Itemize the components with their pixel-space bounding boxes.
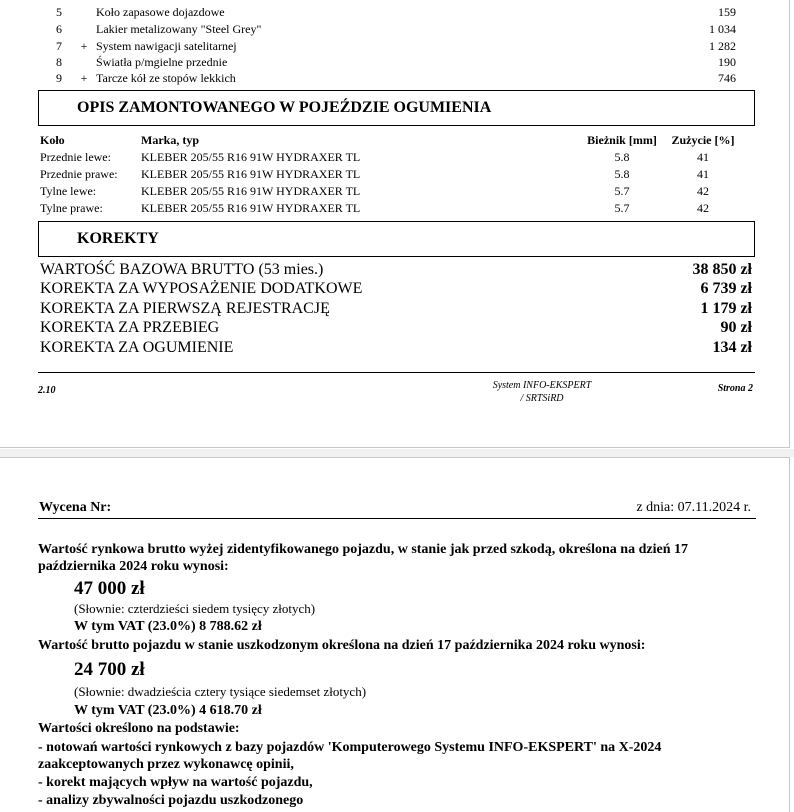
tire-wear: 42 — [697, 201, 709, 215]
tire-make: KLEBER 205/55 R16 91W HYDRAXER TL — [141, 167, 361, 181]
tire-wheel: Przednie lewe: — [40, 150, 111, 164]
correction-value: 38 850 zł — [692, 261, 752, 278]
page-separator — [0, 449, 794, 457]
correction-label: KOREKTA ZA PRZEBIEG — [40, 319, 220, 336]
market-value-text: Wartość rynkowa brutto wyżej zidentyfikowanego pojazdu, w stanie jak przed szkodą, określona na dzień 17 — [38, 542, 688, 557]
correction-value: 6 739 zł — [700, 280, 752, 297]
equipment-value: 190 — [718, 55, 736, 69]
equipment-row — [0, 55, 790, 72]
equipment-row — [0, 5, 790, 22]
equipment-number: 7 — [56, 39, 62, 53]
tire-make: KLEBER 205/55 R16 91W HYDRAXER TL — [141, 150, 361, 164]
equipment-number: 6 — [56, 22, 62, 36]
market-value-text-cont: października 2024 roku wynosi: — [38, 559, 229, 574]
equipment-row — [0, 71, 790, 88]
equipment-plus: + — [80, 39, 88, 53]
header-wear: Zużycie [%] — [671, 133, 735, 147]
valuation-date-label: z dnia: — [636, 500, 675, 515]
tires-table-header — [0, 133, 790, 150]
tire-make: KLEBER 205/55 R16 91W HYDRAXER TL — [141, 201, 361, 215]
footer-page-number: Strona 2 — [717, 383, 753, 394]
corrections-section-title: KOREKTY — [77, 230, 159, 247]
valuation-number-label: Wycena Nr: — [39, 500, 112, 515]
equipment-value: 159 — [718, 5, 736, 19]
table-row — [0, 150, 790, 167]
correction-row — [0, 339, 790, 359]
damaged-value-vat: W tym VAT (23.0%) 4 618.70 zł — [74, 703, 262, 718]
footer-system — [452, 379, 632, 405]
equipment-value: 1 034 — [709, 22, 736, 36]
equipment-number: 9 — [56, 71, 62, 85]
equipment-name: System nawigacji satelitarnej — [96, 39, 237, 53]
document-page-2 — [0, 457, 790, 812]
correction-label: KOREKTA ZA PIERWSZĄ REJESTRACJĘ — [40, 300, 330, 317]
correction-row — [0, 319, 790, 339]
footer-system-line1: System INFO-EKSPERT — [492, 380, 592, 391]
tire-tread: 5.8 — [614, 167, 630, 181]
tire-wheel: Przednie prawe: — [40, 167, 118, 181]
basis-title: Wartości określono na podstawie: — [38, 721, 240, 736]
header-wheel: Koło — [40, 133, 65, 147]
correction-row — [0, 280, 790, 300]
table-row — [0, 184, 790, 201]
correction-label: KOREKTA ZA WYPOSAŻENIE DODATKOWE — [40, 280, 363, 297]
valuation-date — [636, 500, 751, 516]
damaged-value-text: Wartość brutto pojazdu w stanie uszkodzonym określona na dzień 17 października 2024 roku wynosi: — [38, 638, 646, 653]
footer-system-line2: / SRTSiRD — [520, 393, 564, 404]
basis-item-1-cont: zaakceptowanych przez wykonawcę opinii, — [38, 757, 294, 772]
header-make: Marka, typ — [141, 133, 199, 147]
tire-wear: 41 — [697, 167, 709, 181]
header-tread: Bieżnik [mm] — [587, 133, 657, 147]
market-value-words: (Słownie: czterdzieści siedem tysięcy złotych) — [74, 601, 316, 616]
correction-value: 1 179 zł — [700, 300, 752, 317]
tire-tread: 5.7 — [614, 201, 630, 215]
tire-tread: 5.8 — [614, 150, 630, 164]
correction-label: WARTOŚĆ BAZOWA BRUTTO (53 mies.) — [40, 261, 324, 278]
basis-item-3: - analizy zbywalności pojazdu uszkodzonego — [38, 793, 304, 808]
tire-wheel: Tylne prawe: — [40, 201, 103, 215]
valuation-divider — [38, 518, 756, 519]
correction-row — [0, 261, 790, 281]
basis-item-1: - notowań wartości rynkowych z bazy pojazdów 'Komputerowego Systemu INFO-EKSPERT' na X-2024 — [38, 740, 662, 755]
equipment-value: 1 282 — [709, 39, 736, 53]
valuation-date-value: 07.11.2024 r. — [677, 500, 751, 515]
equipment-plus: + — [80, 71, 88, 85]
tires-section-title: OPIS ZAMONTOWANEGO W POJEŹDZIE OGUMIENIA — [77, 99, 492, 116]
correction-value: 134 zł — [712, 339, 752, 356]
equipment-name: Tarcze kół ze stopów lekkich — [96, 71, 236, 85]
table-row — [0, 167, 790, 184]
footer-divider — [38, 372, 755, 373]
tire-wear: 41 — [697, 150, 709, 164]
market-value-amount: 47 000 zł — [74, 578, 145, 599]
equipment-number: 5 — [56, 5, 62, 19]
footer-version: 2.10 — [38, 385, 56, 396]
table-row — [0, 201, 790, 218]
basis-item-2: - korekt mających wpływ na wartość pojazdu, — [38, 775, 313, 790]
tire-make: KLEBER 205/55 R16 91W HYDRAXER TL — [141, 184, 361, 198]
equipment-name: Lakier metalizowany "Steel Grey" — [96, 22, 262, 36]
equipment-name: Światła p/mgielne przednie — [96, 55, 228, 69]
tire-tread: 5.7 — [614, 184, 630, 198]
damaged-value-amount: 24 700 zł — [74, 659, 145, 680]
damaged-value-words: (Słownie: dwadzieścia cztery tysiące siedemset złotych) — [74, 684, 367, 699]
equipment-name: Koło zapasowe dojazdowe — [96, 5, 225, 19]
equipment-row — [0, 39, 790, 56]
equipment-number: 8 — [56, 55, 62, 69]
tire-wear: 42 — [697, 184, 709, 198]
tire-wheel: Tylne lewe: — [40, 184, 97, 198]
market-value-vat: W tym VAT (23.0%) 8 788.62 zł — [74, 619, 262, 634]
equipment-value: 746 — [718, 71, 736, 85]
equipment-row — [0, 22, 790, 39]
correction-value: 90 zł — [720, 319, 752, 336]
correction-row — [0, 300, 790, 320]
correction-label: KOREKTA ZA OGUMIENIE — [40, 339, 234, 356]
